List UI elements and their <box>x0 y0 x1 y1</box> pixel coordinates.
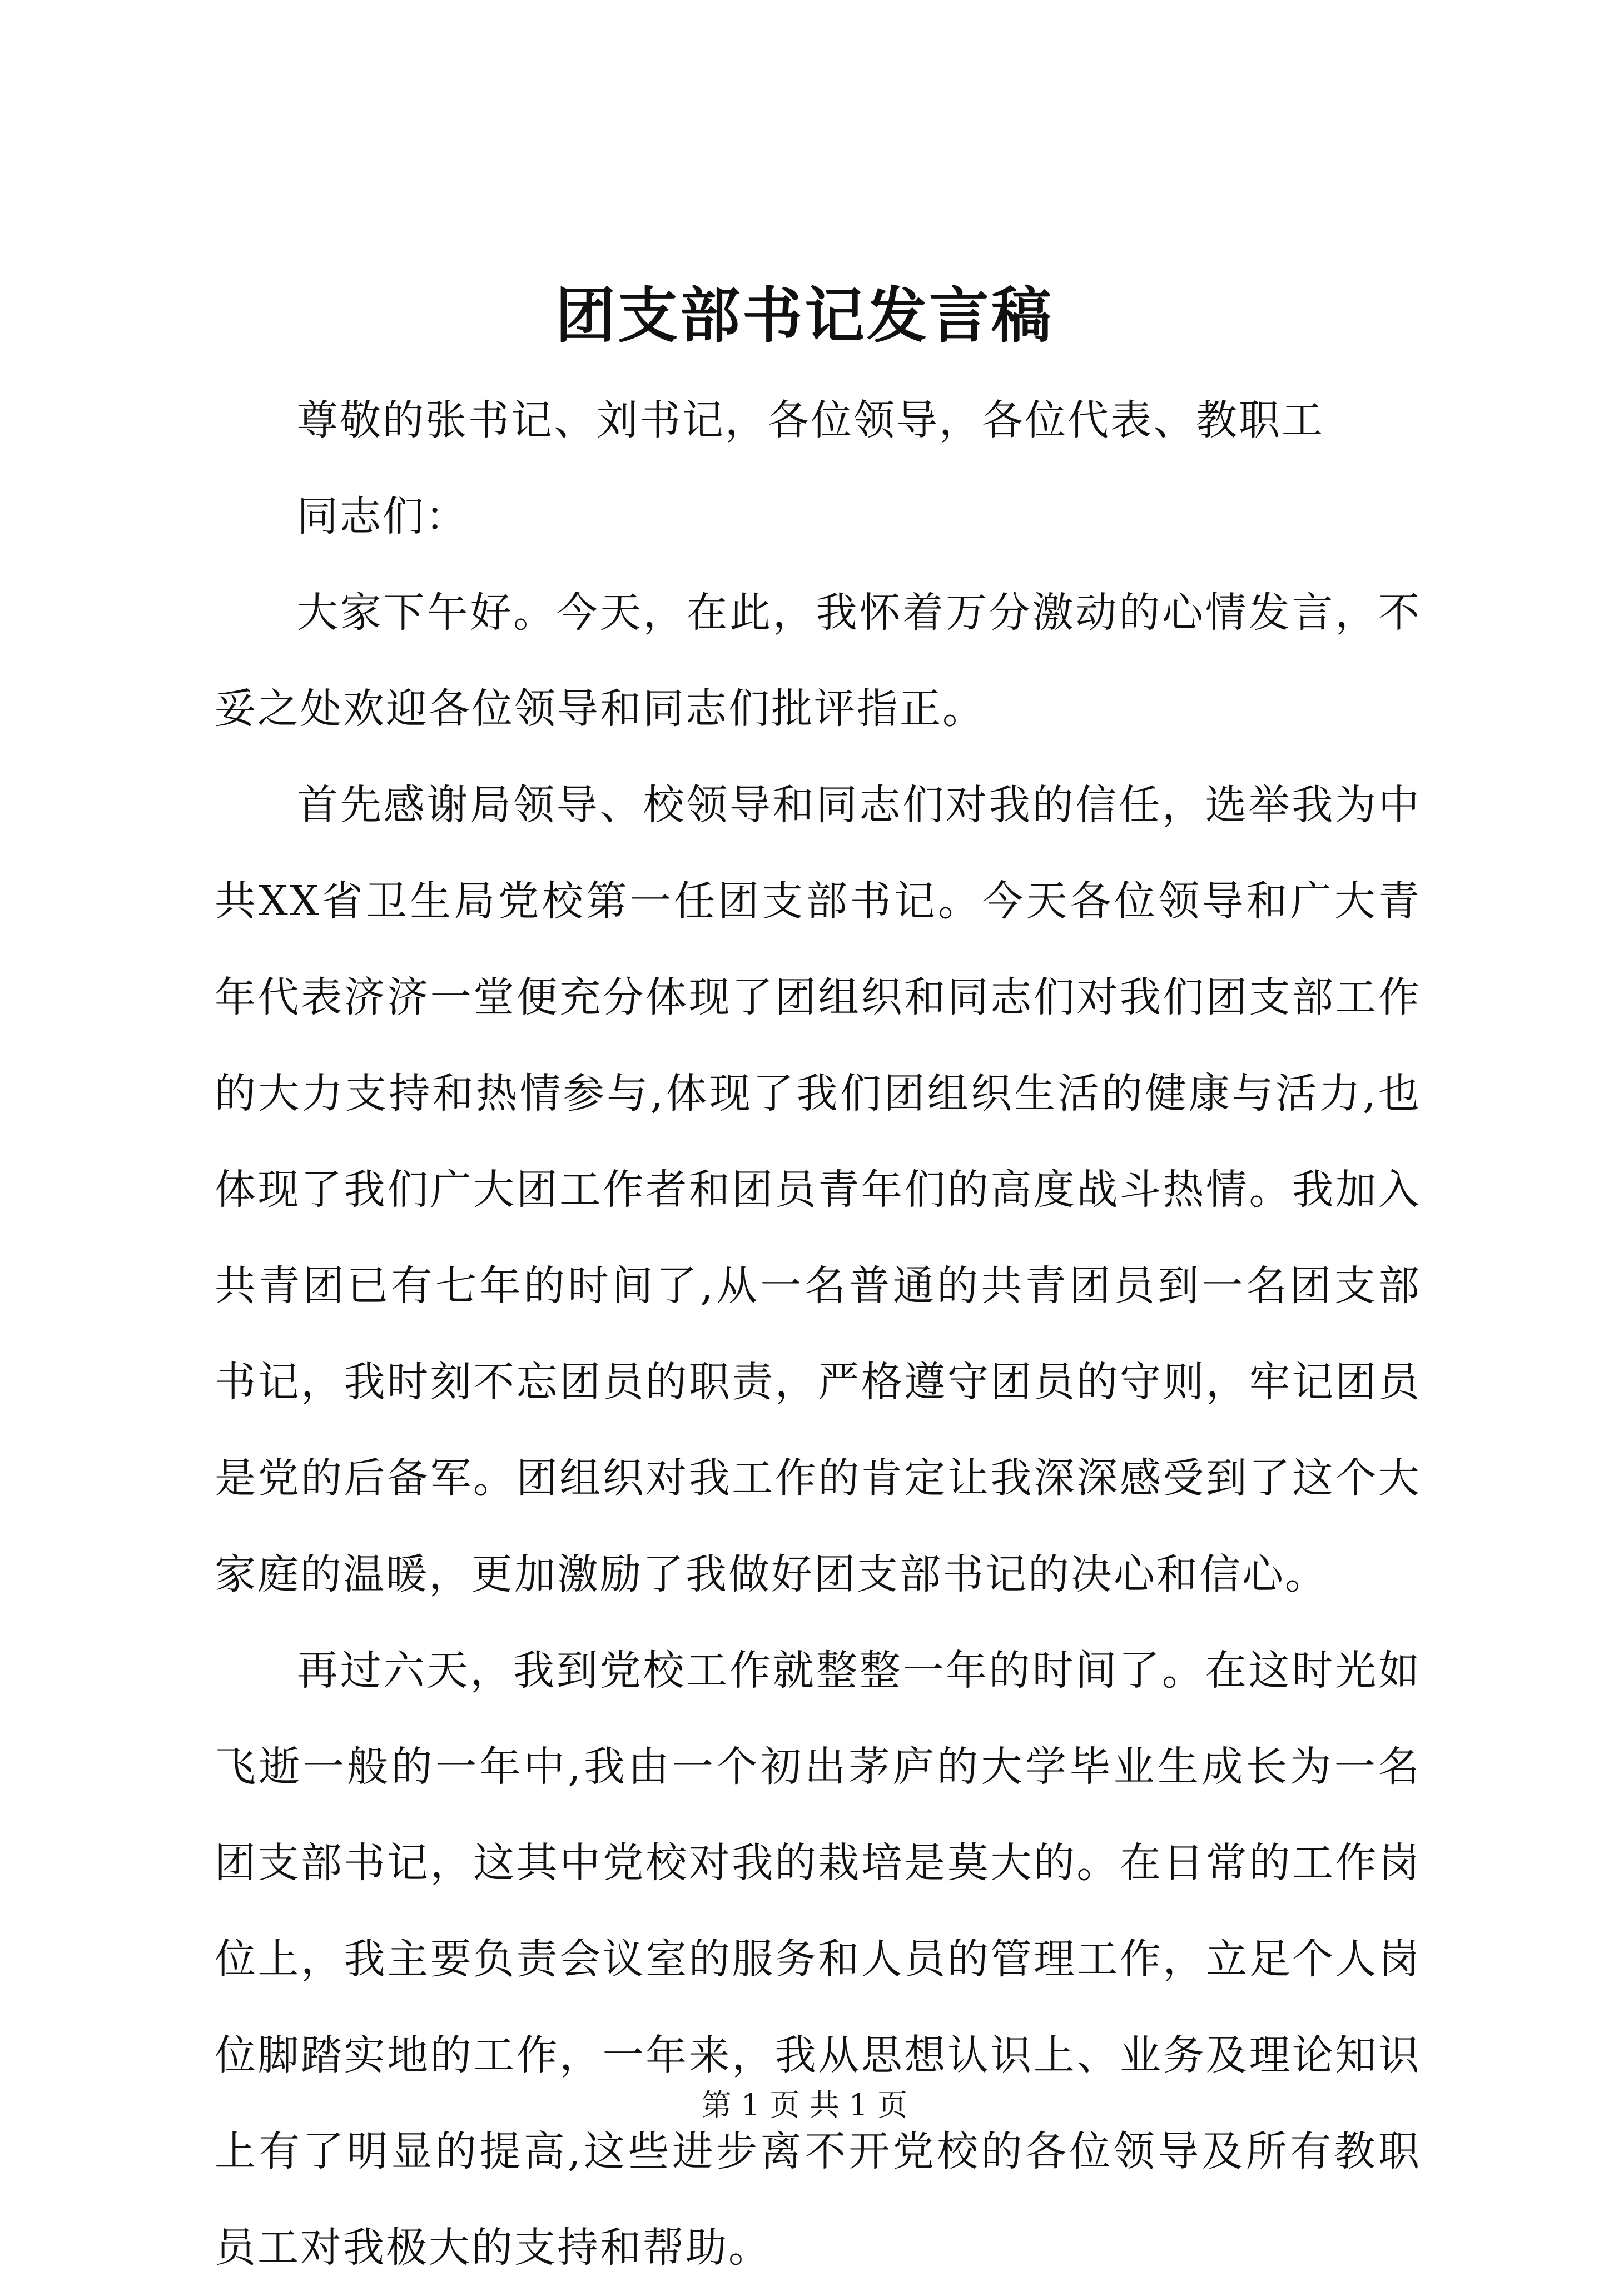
document-body <box>215 372 1421 2296</box>
document-title: 团支部书记发言稿 <box>555 281 1054 351</box>
paragraph-greeting: 大家下午好。今天，在此，我怀着万分激动的心情发言，不妥之处欢迎各位领导和同志们批评指正。 <box>215 589 1421 733</box>
paragraph-work-year: 再过六天，我到党校工作就整整一年的时间了。在这时光如飞逝一般的一年中,我由一个初出茅庐的大学毕业生成长为一名团支部书记，这其中党校对我的栽培是莫大的。在日常的工作岗位上，我主要负责会议室的服务和人员的管理工作，立足个人岗位脚踏实地的工作，一年来，我从思想认识上、业务及理论知识上有了明显的提高,这些进步离不开党校的各位领导及所有教职员工对我极大的支持和帮助。 <box>215 1647 1421 2272</box>
page-number-footer: 第 1 页 共 1 页 <box>701 2088 908 2123</box>
paragraph-thanks: 首先感谢局领导、校领导和同志们对我的信任，选举我为中共XX省卫生局党校第一任团支部书记。今天各位领导和广大青年代表济济一堂便充分体现了团组织和同志们对我们团支部工作的大力支持和热情参与,体现了我们团组织生活的健康与活力,也体现了我们广大团工作者和团员青年们的高度战斗热情。我加入共青团已有七年的时间了,从一名普通的共青团员到一名团支部书记，我时刻不忘团员的职责，严格遵守团员的守则，牢记团员是党的后备军。团组织对我工作的肯定让我深深感受到了这个大家庭的温暖，更加激励了我做好团支部书记的决心和信心。 <box>215 781 1421 1598</box>
salutation-line-2: 同志们： <box>297 493 468 540</box>
salutation-line: 尊敬的张书记、刘书记，各位领导，各位代表、教职工 <box>297 396 1324 444</box>
